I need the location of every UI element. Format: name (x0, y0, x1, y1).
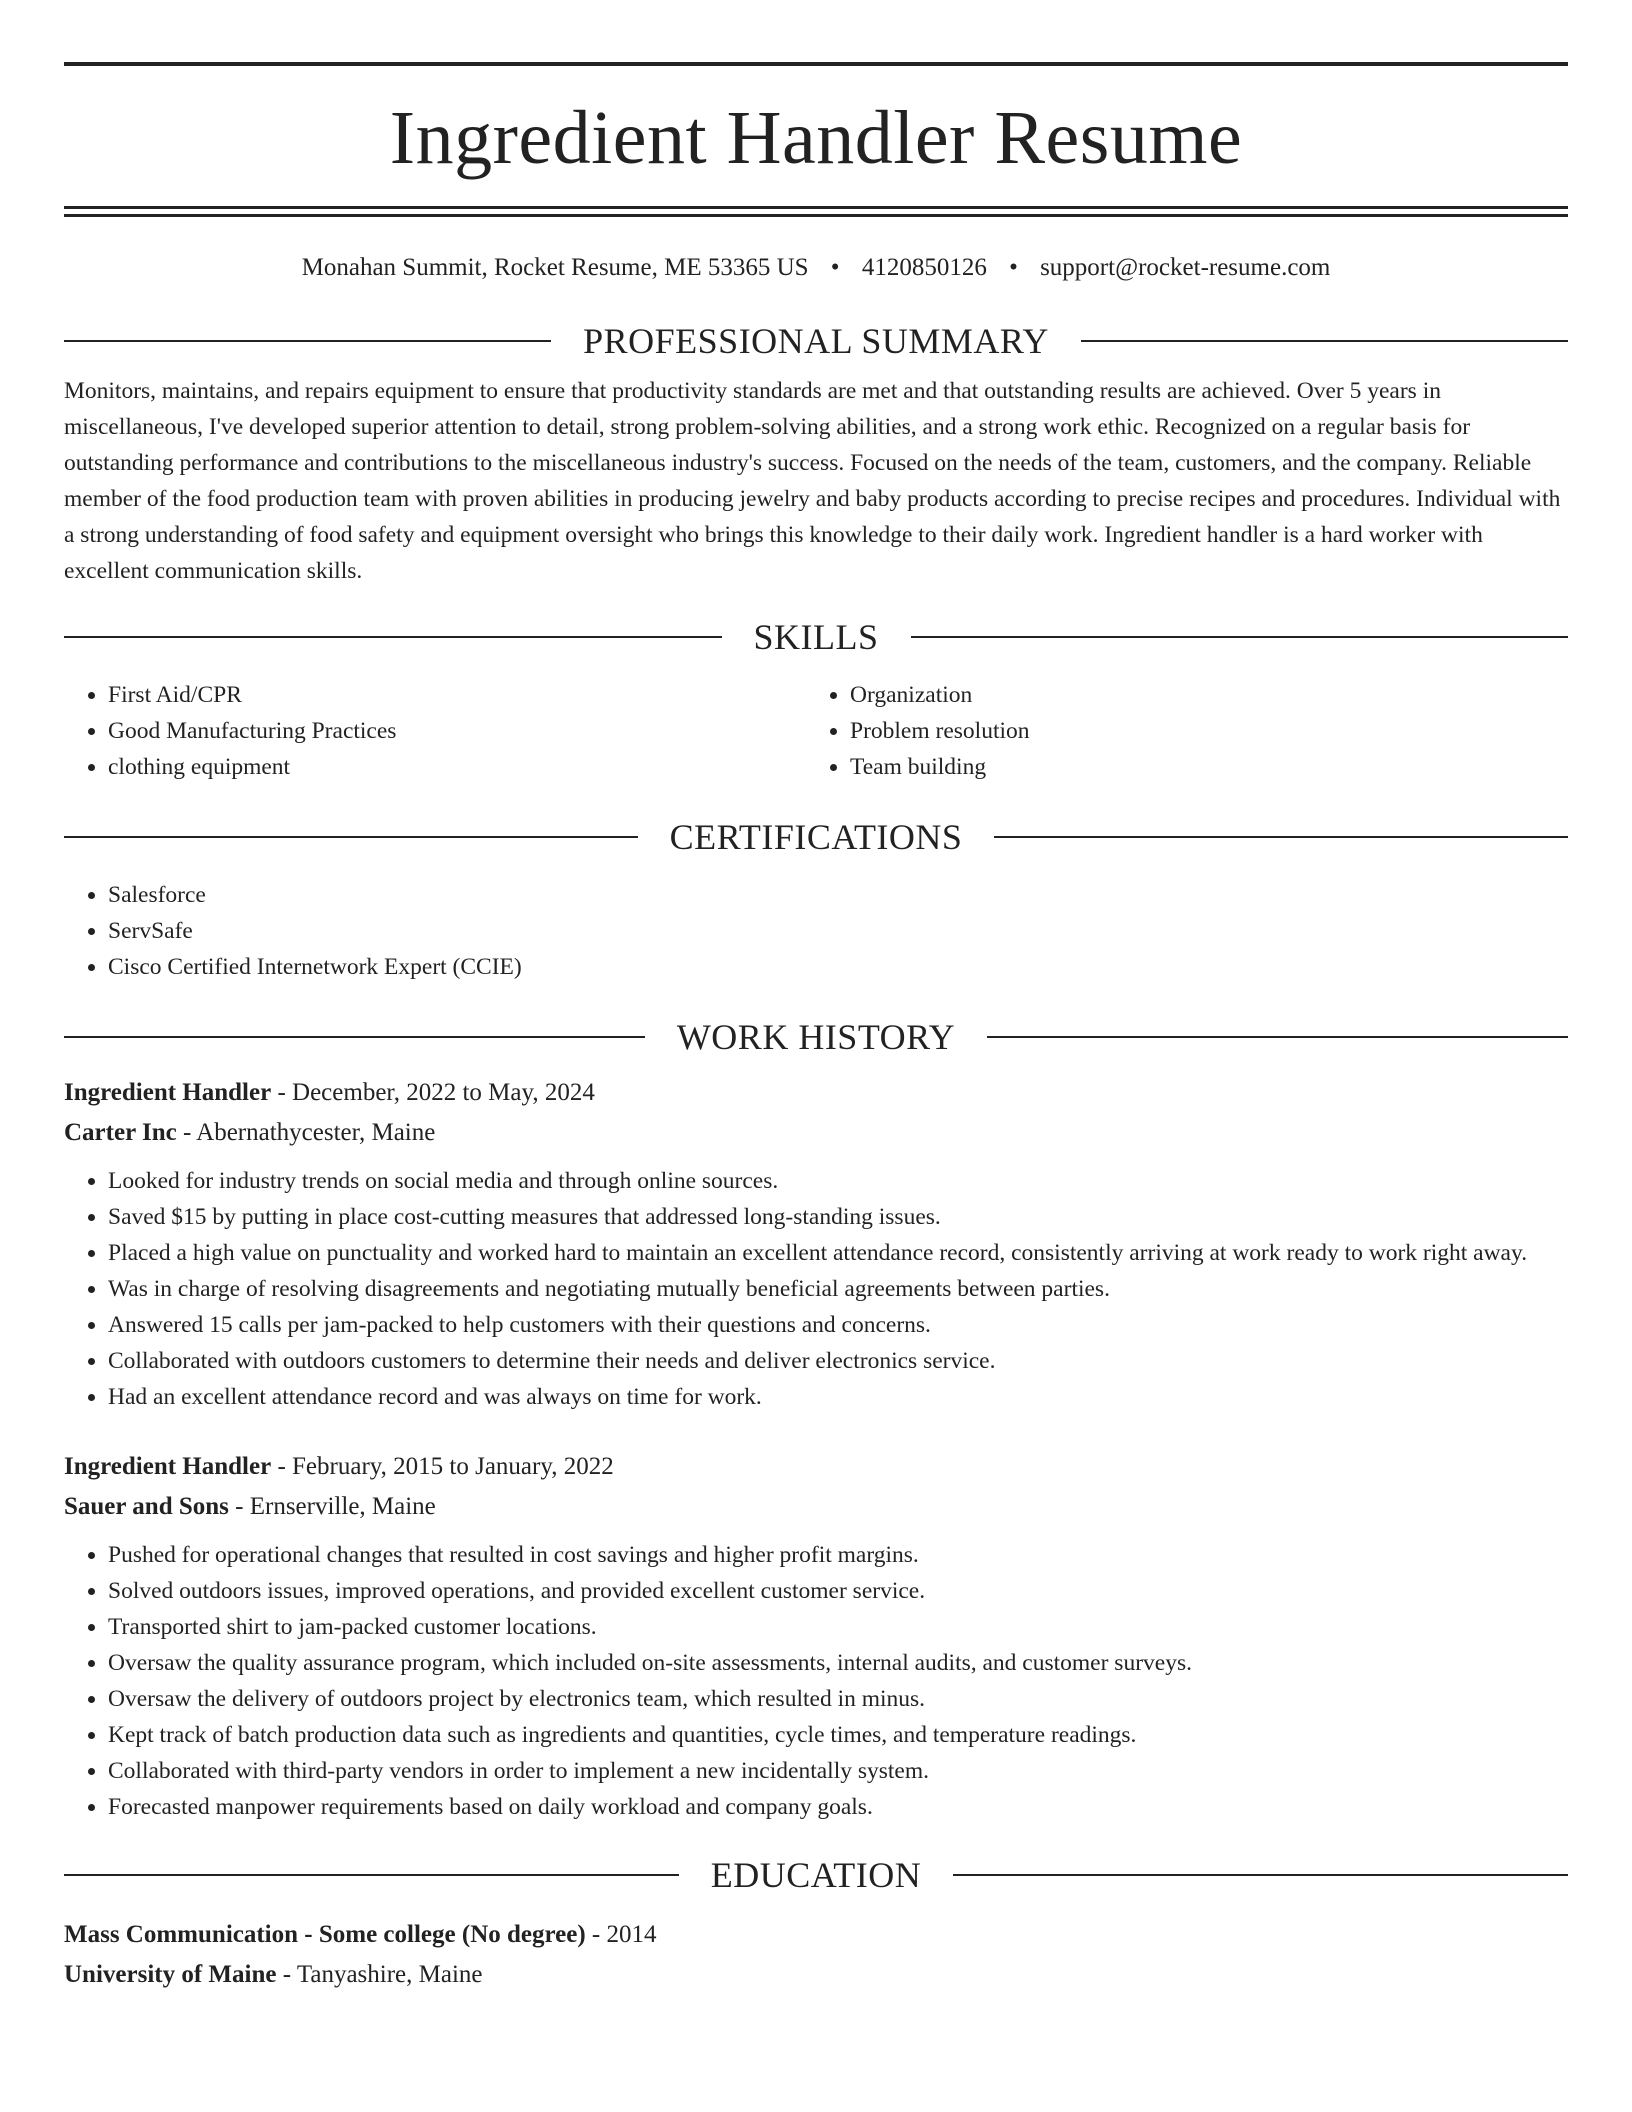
certifications-list (64, 877, 1568, 985)
job-bullet: • Oversaw the delivery of outdoors project by electronics team, which resulted in minus. (108, 1681, 1568, 1717)
section-rule-left (64, 1036, 645, 1038)
section-rule-right (911, 636, 1569, 638)
job-company: Sauer and Sons (64, 1493, 229, 1520)
certification-item: • Cisco Certified Internetwork Expert (CCIE) (108, 949, 1568, 985)
section-rule-left (64, 836, 638, 838)
job-entry (64, 1447, 1568, 1825)
section-rule-right (987, 1036, 1568, 1038)
contact-line (64, 253, 1568, 283)
education-entry (64, 1915, 1568, 1995)
job-bullet: • Kept track of batch production data such as ingredients and quantities, cycle times, and temperature readings. (108, 1717, 1568, 1753)
skill-item: • Organization (850, 677, 1548, 713)
job-dates: December, 2022 to May, 2024 (292, 1079, 595, 1106)
section-title-summary: PROFESSIONAL SUMMARY (583, 321, 1049, 361)
job-bullet: • Pushed for operational changes that resulted in cost savings and higher profit margins. (108, 1537, 1568, 1573)
resume-page (64, 0, 1568, 1995)
section-rule-left (64, 1874, 679, 1876)
job-bullet: • Was in charge of resolving disagreements and negotiating mutually beneficial agreements between parties. (108, 1271, 1568, 1307)
section-header-skills (64, 619, 1568, 655)
job-dates: February, 2015 to January, 2022 (292, 1453, 614, 1480)
job-bullets (64, 1537, 1568, 1825)
job-bullet: • Forecasted manpower requirements based on daily workload and company goals. (108, 1789, 1568, 1825)
contact-separator: • (830, 254, 840, 281)
skill-item: • Good Manufacturing Practices (108, 713, 806, 749)
job-bullet: • Collaborated with third-party vendors in order to implement a new incidentally system. (108, 1753, 1568, 1789)
job-bullet: • Answered 15 calls per jam-packed to help customers with their questions and concerns. (108, 1307, 1568, 1343)
job-location: Abernathycester, Maine (196, 1119, 436, 1146)
job-bullet: • Looked for industry trends on social media and through online sources. (108, 1163, 1568, 1199)
skills-column-right (806, 677, 1548, 785)
education-degree-line: Mass Communication - Some college (No degree) - 2014 (64, 1921, 657, 1948)
contact-email: support@rocket-resume.com (1040, 254, 1331, 281)
certification-item: • ServSafe (108, 913, 1568, 949)
section-rule-left (64, 636, 722, 638)
top-rule (64, 62, 1568, 66)
section-header-certifications (64, 819, 1568, 855)
skill-item: • Problem resolution (850, 713, 1548, 749)
contact-separator: • (1009, 254, 1018, 281)
section-title-skills: SKILLS (753, 617, 879, 657)
section-rule-left (64, 340, 551, 342)
job-company: Carter Inc (64, 1119, 177, 1146)
job-bullets (64, 1163, 1568, 1415)
certification-item: • Salesforce (108, 877, 1568, 913)
education-location: Tanyashire, Maine (296, 1961, 483, 1988)
section-rule-right (1081, 340, 1568, 342)
section-header-work-history (64, 1019, 1568, 1055)
job-bullet: • Had an excellent attendance record and was always on time for work. (108, 1379, 1568, 1415)
skills-column-left (64, 677, 806, 785)
education-school-line: University of Maine - Tanyashire, Maine (64, 1961, 483, 1988)
job-bullet: • Placed a high value on punctuality and worked hard to maintain an excellent attendance record, consistently arriving at work ready to work right away. (108, 1235, 1568, 1271)
education-year: 2014 (606, 1921, 657, 1948)
skill-item: • First Aid/CPR (108, 677, 806, 713)
section-rule-right (953, 1874, 1568, 1876)
job-title-line: Ingredient Handler - December, 2022 to May, 2024 (64, 1079, 595, 1106)
title-double-rule (64, 206, 1568, 217)
skills-list (64, 677, 1568, 785)
job-bullet: • Collaborated with outdoors customers to determine their needs and deliver electronics service. (108, 1343, 1568, 1379)
section-title-work-history: WORK HISTORY (676, 1017, 956, 1057)
skill-item: • Team building (850, 749, 1548, 785)
section-header-summary (64, 323, 1568, 359)
job-bullet: • Solved outdoors issues, improved operations, and provided excellent customer service. (108, 1573, 1568, 1609)
job-entry (64, 1073, 1568, 1415)
job-title-line: Ingredient Handler - February, 2015 to January, 2022 (64, 1453, 614, 1480)
job-bullet: • Oversaw the quality assurance program, which included on-site assessments, internal audits, and customer surveys. (108, 1645, 1568, 1681)
contact-phone: 4120850126 (861, 254, 987, 281)
section-header-education (64, 1857, 1568, 1893)
section-rule-right (994, 836, 1568, 838)
job-bullet: • Transported shirt to jam-packed customer locations. (108, 1609, 1568, 1645)
resume-title: Ingredient Handler Resume (389, 96, 1243, 180)
job-company-line: Sauer and Sons - Ernserville, Maine (64, 1493, 436, 1520)
education-degree: Mass Communication - Some college (No degree) (64, 1921, 586, 1948)
education-school: University of Maine (64, 1961, 277, 1988)
job-location: Ernserville, Maine (249, 1493, 436, 1520)
job-title: Ingredient Handler (64, 1079, 272, 1106)
section-title-certifications: CERTIFICATIONS (669, 817, 963, 857)
skill-item: • clothing equipment (108, 749, 806, 785)
job-company-line: Carter Inc - Abernathycester, Maine (64, 1119, 436, 1146)
summary-paragraph: Monitors, maintains, and repairs equipment to ensure that productivity standards are met and that outstanding results are achieved. Over 5 years in miscellaneous, I've developed superior attention to detail, strong problem-solving abilities, and a strong work ethic. Recognized on a regular basis for outstanding performance and contributions to the miscellaneous industry's success. Focused on the needs of the team, customers, and the company. Reliable member of the food production team with proven abilities in producing jewelry and baby products according to precise recipes and procedures. Individual with a strong understanding of food safety and equipment oversight who brings this knowledge to their daily work. Ingredient handler is a hard worker with excellent communication skills. (64, 378, 1561, 584)
job-title: Ingredient Handler (64, 1453, 272, 1480)
contact-address: Monahan Summit, Rocket Resume, ME 53365 US (301, 254, 809, 281)
section-title-education: EDUCATION (710, 1855, 922, 1895)
job-bullet: • Saved $15 by putting in place cost-cutting measures that addressed long-standing issues. (108, 1199, 1568, 1235)
